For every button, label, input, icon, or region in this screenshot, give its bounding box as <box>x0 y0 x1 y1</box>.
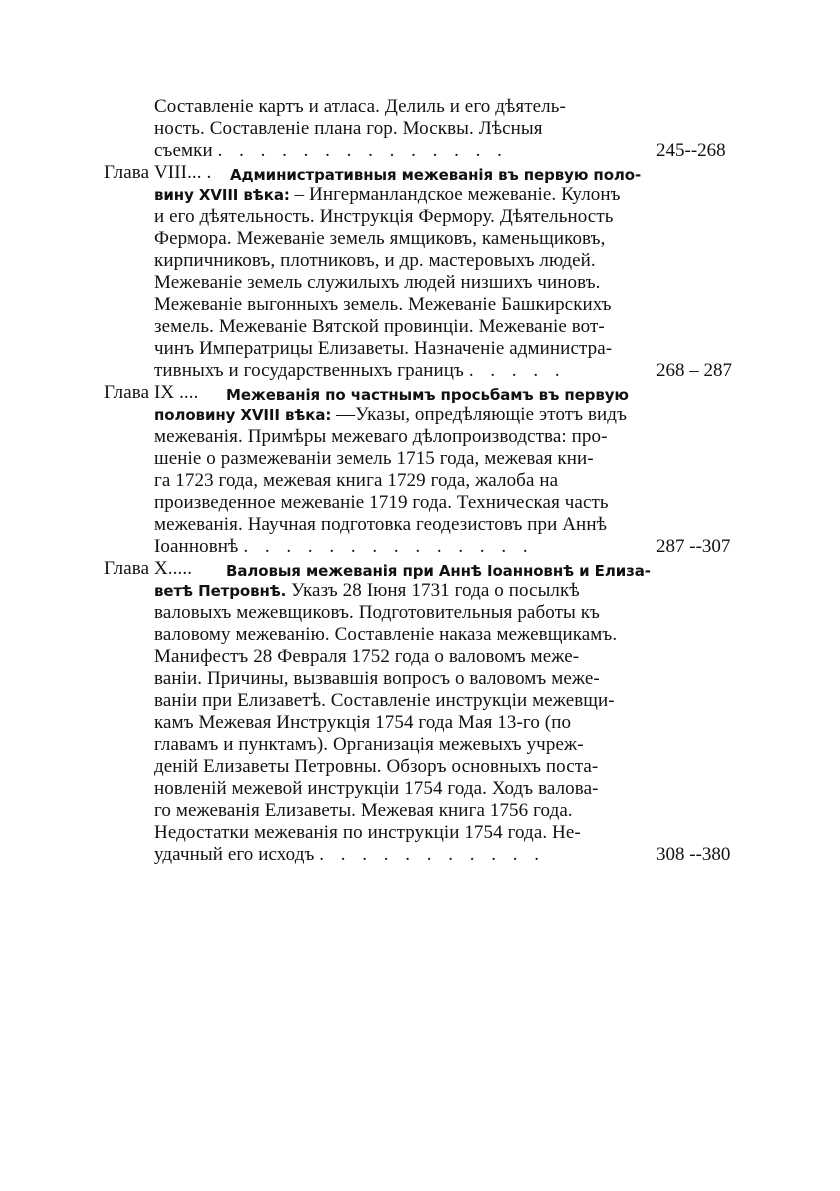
page-range: 308 --380 <box>656 844 731 865</box>
leader-dots: . . . . . <box>468 360 566 381</box>
toc-line: удачный его исходъ . . . . . . . . . . . <box>154 844 546 865</box>
toc-line: Іоанновнѣ . . . . . . . . . . . . . . <box>154 536 534 557</box>
toc-line: валовому межеванію. Составленіе наказа межевщикамъ. <box>154 624 618 645</box>
chapter-heading: вину XVIII вѣка: <box>154 186 290 204</box>
toc-line: межеванія. Научная подготовка геодезистовъ при Аннѣ <box>154 514 608 535</box>
toc-line: валовыхъ межевщиковъ. Подготовительныя работы къ <box>154 602 600 623</box>
toc-line: Межеваніе земель служилыхъ людей низшихъ чиновъ. <box>154 272 601 293</box>
toc-line: го межеванія Елизаветы. Межевая книга 1756 года. <box>154 800 573 821</box>
toc-line: кирпичниковъ, плотниковъ, и др. мастеровыхъ людей. <box>154 250 596 271</box>
toc-line: и его дѣятельность. Инструкція Фермору. Дѣятельность <box>154 206 614 227</box>
toc-line: Фермора. Межеваніе земель ямщиковъ, каменьщиковъ, <box>154 228 606 249</box>
toc-line: тивныхъ и государственныхъ границъ . . . . . <box>154 360 566 381</box>
toc-line: главамъ и пунктамъ). Организація межевыхъ учреж- <box>154 734 584 755</box>
leader-dots: . . . . . . . . . . . . . . <box>243 536 534 557</box>
page-range: 245--268 <box>656 140 726 161</box>
toc-line: камъ Межевая Инструкція 1754 года Мая 13-го (по <box>154 712 572 733</box>
chapter-heading: Валовыя межеванія при Аннѣ Іоанновнѣ и Елиза- <box>226 562 651 580</box>
page-range: 287 --307 <box>656 536 731 557</box>
page-range: 268 – 287 <box>656 360 732 381</box>
toc-line: га 1723 года, межевая книга 1729 года, жалоба на <box>154 470 559 491</box>
toc-line: ваніи при Елизаветѣ. Составленіе инструкціи межевщи- <box>154 690 615 711</box>
toc-line: Составленіе картъ и атласа. Делиль и его дѣятель- <box>154 96 566 117</box>
toc-line: Недостатки межеванія по инструкціи 1754 года. Не- <box>154 822 581 843</box>
toc-line: ность. Составленіе плана гор. Москвы. Лѣсныя <box>154 118 543 139</box>
toc-line: съемки . . . . . . . . . . . . . . <box>154 140 508 161</box>
toc-line: шеніе о размежеваніи земель 1715 года, межевая кни- <box>154 448 594 469</box>
chapter-label: Глава X..... <box>104 558 193 579</box>
toc-line: половину XVIII вѣка: —Указы, опредѣляющіе этотъ видъ <box>154 404 627 425</box>
chapter-label: Глава VIII... . <box>104 162 212 183</box>
toc-line: земель. Межеваніе Вятской провинціи. Межеваніе вот- <box>154 316 605 337</box>
toc-line: чинъ Императрицы Елизаветы. Назначеніе администра- <box>154 338 613 359</box>
chapter-heading: ветѣ Петровнѣ. <box>154 582 287 600</box>
leader-dots: . . . . . . . . . . . . . . <box>217 140 508 161</box>
toc-line: произведенное межеваніе 1719 года. Техническая часть <box>154 492 609 513</box>
toc-line: ваніи. Причины, вызвавшія вопросъ о валовомъ меже- <box>154 668 600 689</box>
toc-line: Манифестъ 28 Февраля 1752 года о валовомъ меже- <box>154 646 580 667</box>
toc-line: межеванія. Примѣры межеваго дѣлопроизводства: про- <box>154 426 608 447</box>
chapter-heading: Административныя межеванія въ первую поло- <box>230 166 642 184</box>
toc-line: вину XVIII вѣка: – Ингерманландское межеваніе. Кулонъ <box>154 184 621 205</box>
chapter-heading: половину XVIII вѣка: <box>154 406 332 424</box>
toc-line: Межеваніе выгонныхъ земель. Межеваніе Башкирскихъ <box>154 294 612 315</box>
chapter-label: Глава IX .... <box>104 382 199 403</box>
toc-line: деній Елизаветы Петровны. Обзоръ основныхъ поста- <box>154 756 599 777</box>
chapter-heading: Межеванія по частнымъ просьбамъ въ первую <box>226 386 629 404</box>
toc-line: новленій межевой инструкціи 1754 года. Ходъ валова- <box>154 778 599 799</box>
leader-dots: . . . . . . . . . . . <box>319 844 546 865</box>
toc-line: ветѣ Петровнѣ. Указъ 28 Іюня 1731 года о посылкѣ <box>154 580 580 601</box>
